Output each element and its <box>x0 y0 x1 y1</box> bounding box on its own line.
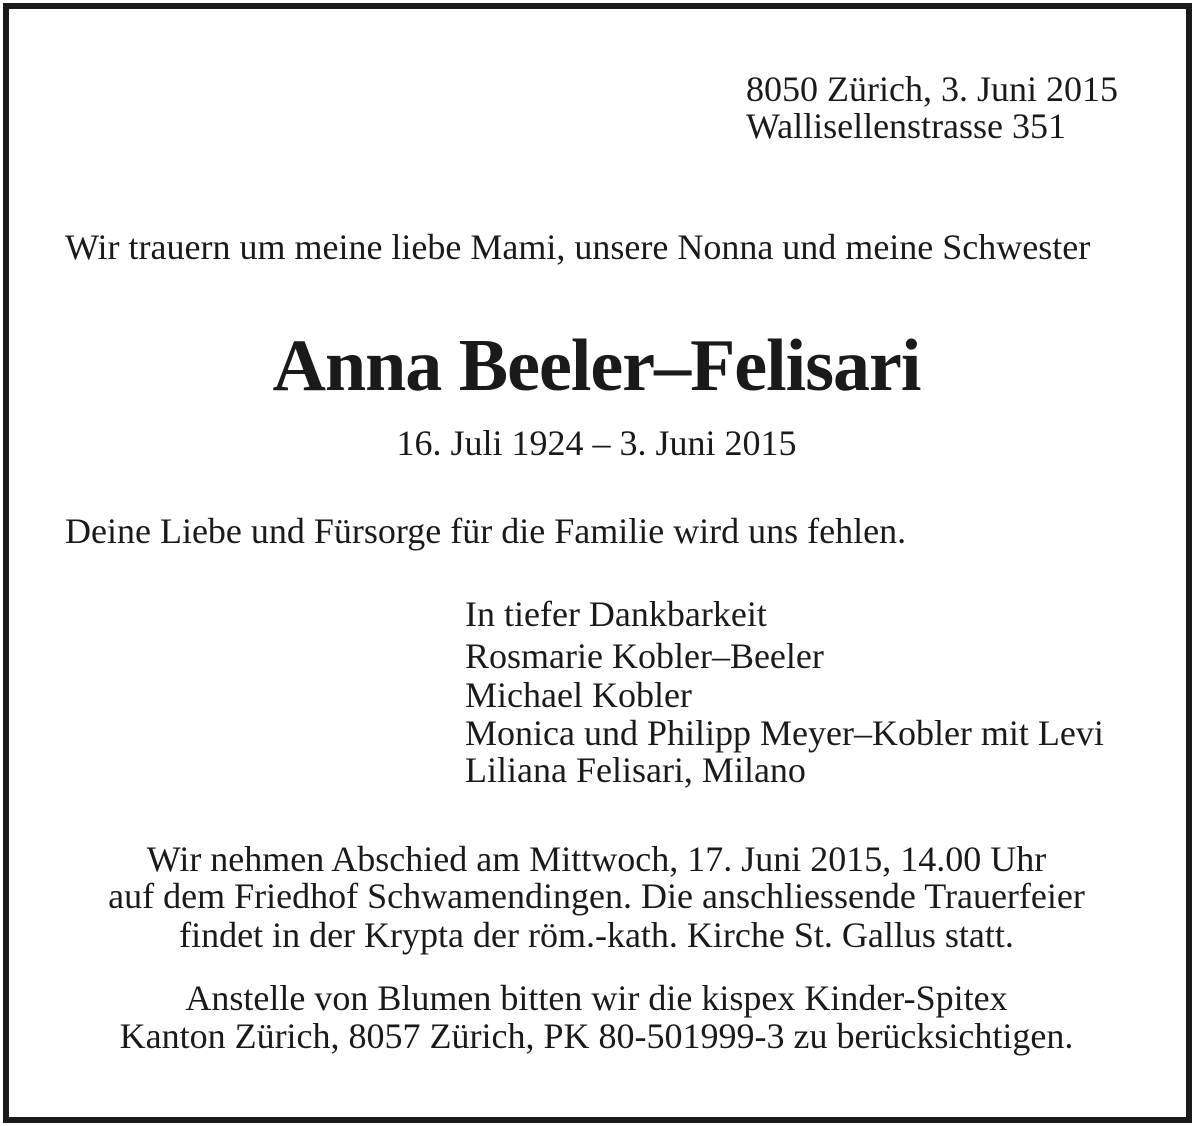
farewell-line: Wir nehmen Abschied am Mittwoch, 17. Juni 2015, 14.00 Uhr <box>146 839 1047 879</box>
signer-line: Michael Kobler <box>465 675 692 715</box>
signer-line: Rosmarie Kobler–Beeler <box>465 636 824 676</box>
mourning-line: Wir trauern um meine liebe Mami, unsere Nonna und meine Schwester <box>65 227 1091 267</box>
signer-line: In tiefer Dankbarkeit <box>465 594 767 634</box>
deceased-name: Anna Beeler–Felisari <box>272 325 921 407</box>
donation-line: Anstelle von Blumen bitten wir die kispex Kinder-Spitex <box>185 978 1008 1018</box>
tribute-line: Deine Liebe und Fürsorge für die Familie wird uns fehlen. <box>65 511 907 551</box>
life-dates: 16. Juli 1924 – 3. Juni 2015 <box>396 423 797 463</box>
address-place-date: 8050 Zürich, 3. Juni 2015 <box>746 69 1118 109</box>
signer-line: Monica und Philipp Meyer–Kobler mit Levi <box>465 713 1104 753</box>
signer-line: Liliana Felisari, Milano <box>465 750 806 790</box>
farewell-line: findet in der Krypta der röm.-kath. Kirche St. Gallus statt. <box>179 915 1014 955</box>
donation-line: Kanton Zürich, 8057 Zürich, PK 80-501999-3 zu berücksichtigen. <box>119 1016 1074 1056</box>
farewell-line: auf dem Friedhof Schwamendingen. Die anschliessende Trauerfeier <box>108 876 1085 916</box>
address-street: Wallisellenstrasse 351 <box>746 106 1067 146</box>
notice-border <box>3 3 1192 1123</box>
